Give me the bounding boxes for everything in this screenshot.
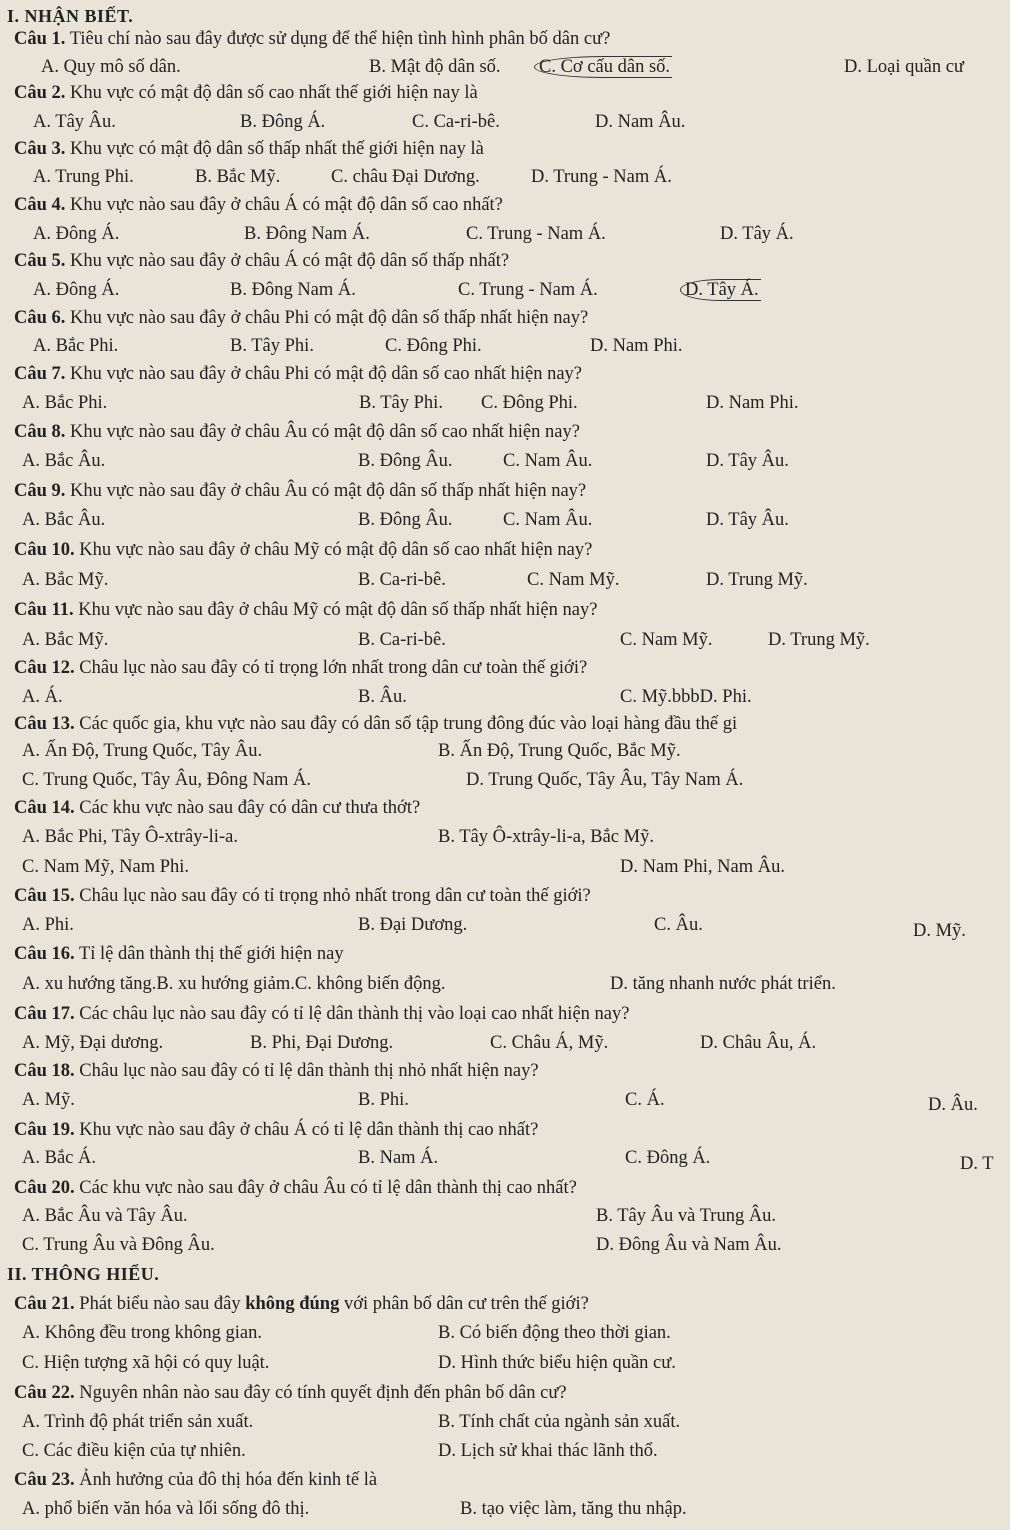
option[interactable]: B. Đông Âu.	[358, 451, 453, 471]
option[interactable]: B. Đại Dương.	[358, 915, 468, 935]
option[interactable]: A. Bắc Á.	[22, 1148, 96, 1168]
option[interactable]: B. Tây Phi.	[230, 336, 314, 356]
option[interactable]: C. Nam Âu.	[503, 451, 593, 471]
option[interactable]: B. Đông Á.	[240, 112, 326, 132]
option[interactable]: A. Không đều trong không gian.	[22, 1323, 262, 1343]
option[interactable]: B. Tây Âu và Trung Âu.	[596, 1206, 777, 1226]
option[interactable]: D. Nam Phi.	[590, 336, 683, 356]
option[interactable]: D. Hình thức biểu hiện quần cư.	[438, 1353, 676, 1373]
option[interactable]: A. Đông Á.	[33, 224, 120, 244]
option-selected[interactable]: C. Cơ cấu dân số.	[540, 55, 672, 79]
option[interactable]: A. Tây Âu.	[33, 112, 116, 132]
option[interactable]: A. Trình độ phát triển sản xuất.	[22, 1412, 254, 1432]
option[interactable]: D. Đông Âu và Nam Âu.	[596, 1235, 782, 1255]
option[interactable]: B. tạo việc làm, tăng thu nhập.	[460, 1499, 687, 1519]
option[interactable]: D. Nam Âu.	[595, 112, 686, 132]
option[interactable]: B. Mật độ dân số.	[369, 57, 501, 77]
option[interactable]: C. Nam Mỹ.	[527, 570, 620, 590]
option[interactable]: B. Đông Nam Á.	[244, 224, 370, 244]
option[interactable]: A. Quy mô số dân.	[41, 57, 181, 77]
option[interactable]: A. Bắc Phi.	[22, 393, 108, 413]
option[interactable]: B. Bắc Mỹ.	[195, 167, 281, 187]
option[interactable]: C. Trung Âu và Đông Âu.	[22, 1235, 215, 1255]
option[interactable]: A. Ấn Độ, Trung Quốc, Tây Âu.	[22, 741, 263, 761]
option[interactable]: D. Mỹ.	[913, 921, 966, 941]
option[interactable]: A. Bắc Phi, Tây Ô-xtrây-li-a.	[22, 827, 238, 847]
option[interactable]: C. Trung - Nam Á.	[466, 224, 606, 244]
option[interactable]: A. Trung Phi.	[33, 167, 134, 187]
option[interactable]: A. Bắc Âu.	[22, 451, 106, 471]
option[interactable]: C. Đông Á.	[625, 1148, 711, 1168]
option[interactable]: C. Các điều kiện của tự nhiên.	[22, 1441, 246, 1461]
option[interactable]: B. Đông Âu.	[358, 510, 453, 530]
option[interactable]: B. Tây Ô-xtrây-li-a, Bắc Mỹ.	[438, 827, 654, 847]
option[interactable]: B. Nam Á.	[358, 1148, 439, 1168]
option[interactable]: C. Ca-ri-bê.	[412, 112, 500, 132]
option[interactable]: B. Có biến động theo thời gian.	[438, 1323, 671, 1343]
option[interactable]: A. Á.	[22, 687, 63, 707]
option[interactable]: A. Bắc Mỹ.	[22, 630, 109, 650]
option[interactable]: D. Loại quần cư	[844, 57, 964, 77]
option[interactable]: C. Á.	[625, 1090, 665, 1110]
option[interactable]: D. Lịch sử khai thác lãnh thổ.	[438, 1441, 658, 1461]
option[interactable]: D. Tây Á.	[720, 224, 794, 244]
option[interactable]: C. Nam Âu.	[503, 510, 593, 530]
option[interactable]: B. Ca-ri-bê.	[358, 570, 446, 590]
option[interactable]: B. Phi, Đại Dương.	[250, 1033, 394, 1053]
option[interactable]: A. Bắc Âu và Tây Âu.	[22, 1206, 188, 1226]
option[interactable]: A. Bắc Âu.	[22, 510, 106, 530]
option[interactable]: B. Phi.	[358, 1090, 409, 1110]
option[interactable]: D. Nam Phi, Nam Âu.	[620, 857, 785, 877]
option[interactable]: C. Nam Mỹ, Nam Phi.	[22, 857, 190, 877]
option[interactable]: B. Tây Phi.	[359, 393, 443, 413]
option[interactable]: C. Trung - Nam Á.	[458, 280, 598, 300]
option[interactable]: C. Đông Phi.	[481, 393, 578, 413]
option[interactable]: C. Hiện tượng xã hội có quy luật.	[22, 1353, 270, 1373]
option[interactable]: B. Ca-ri-bê.	[358, 630, 446, 650]
option[interactable]: A. Mỹ.	[22, 1090, 75, 1110]
option[interactable]: C. Mỹ.bbbD. Phi.	[620, 687, 752, 707]
option[interactable]: A. Đông Á.	[33, 280, 120, 300]
option[interactable]: A. xu hướng tăng.B. xu hướng giảm.C. không biến động.	[22, 974, 446, 994]
option[interactable]: B. Ấn Độ, Trung Quốc, Bắc Mỹ.	[438, 741, 681, 761]
option[interactable]: C. Âu.	[654, 915, 703, 935]
option[interactable]: A. Bắc Phi.	[33, 336, 119, 356]
option[interactable]: C. Châu Á, Mỹ.	[490, 1033, 609, 1053]
option[interactable]: D. tăng nhanh nước phát triển.	[610, 974, 836, 994]
option[interactable]: A. Bắc Mỹ.	[22, 570, 109, 590]
option[interactable]: D. Trung Mỹ.	[768, 630, 870, 650]
option[interactable]: D. Trung - Nam Á.	[531, 167, 672, 187]
option[interactable]: D. Trung Mỹ.	[706, 570, 808, 590]
option[interactable]: C. châu Đại Dương.	[331, 167, 480, 187]
option[interactable]: D. Trung Quốc, Tây Âu, Tây Nam Á.	[466, 770, 744, 790]
option[interactable]: B. Âu.	[358, 687, 407, 707]
option[interactable]: A. Phi.	[22, 915, 74, 935]
option[interactable]: C. Đông Phi.	[385, 336, 482, 356]
option[interactable]: D. Châu Âu, Á.	[700, 1033, 817, 1053]
emphasis-text: không đúng	[245, 1294, 340, 1314]
option[interactable]: B. Tính chất của ngành sản xuất.	[438, 1412, 681, 1432]
option[interactable]: D. Tây Âu.	[706, 451, 789, 471]
option[interactable]: C. Nam Mỹ.	[620, 630, 713, 650]
option[interactable]: D. Tây Âu.	[706, 510, 789, 530]
option[interactable]: D. Nam Phi.	[706, 393, 799, 413]
option[interactable]: B. Đông Nam Á.	[230, 280, 356, 300]
option[interactable]: A. phổ biến văn hóa và lối sống đô thị.	[22, 1499, 310, 1519]
option[interactable]: D. T	[960, 1154, 994, 1174]
option[interactable]: C. Trung Quốc, Tây Âu, Đông Nam Á.	[22, 770, 311, 790]
option[interactable]: D. Âu.	[928, 1095, 978, 1115]
option[interactable]: A. Mỹ, Đại dương.	[22, 1033, 164, 1053]
option-selected[interactable]: D. Tây Á.	[686, 278, 761, 302]
worksheet-page: I. NHẬN BIẾT. Câu 1. Tiêu chí nào sau đây được sử dụng để thể hiện tình hình phân bố dân cư? A. Quy mô số dân. B. Mật độ dân số. C. Cơ cấu dân số. D. Loại quần cư Câu 2. Khu vực có mật độ dân số cao nhất thế giới hiện nay là A. Tây Âu. B. Đông Á. C. Ca-ri-bê. D. Nam Âu. Câu 3. Khu vực có mật độ dân số thấp nhất thế giới hiện nay là A. Trung Phi. B. Bắc Mỹ. C. châu Đại Dương. D. Trung - Nam Á. Câu 4. Khu vực nào sau đây ở châu Á có mật độ dân số cao nhất? A. Đông Á. B. Đông Nam Á. C. Trung - Nam Á. D. Tây Á. Câu 5. Khu vực nào sau đây ở châu Á có mật độ dân số thấp nhất? A. Đông Á. B. Đông Nam Á. C. Trung - Nam Á. D. Tây Á. Câu 6. Khu vực nào sau đây ở châu Phi có mật độ dân số thấp nhất hiện nay? A. Bắc Phi. B. Tây Phi. C. Đông Phi. D. Nam Phi. Câu 7. Khu vực nào sau đây ở châu Phi có mật độ dân số cao nhất hiện nay? A. Bắc Phi. B. Tây Phi. C. Đông Phi. D. Nam Phi. Câu 8. Khu vực nào sau đây ở châu Âu có mật độ dân số cao nhất hiện nay? A. Bắc Âu. B. Đông Âu. C. Nam Âu. D. Tây Âu. Câu 9. Khu vực nào sau đây ở châu Âu có mật độ dân số thấp nhất hiện nay? A. Bắc Âu. B. Đông Âu. C. Nam Âu. D. Tây Âu. Câu 10. Khu vực nào sau đây ở châu Mỹ có mật độ dân số cao nhất hiện nay? A. Bắc Mỹ. B. Ca-ri-bê. C. Nam Mỹ. D. Trung Mỹ. Câu 11. Khu vực nào sau đây ở châu Mỹ có mật độ dân số thấp nhất hiện nay? A. Bắc Mỹ. B. Ca-ri-bê. C. Nam Mỹ. D. Trung Mỹ. Câu 12. Châu lục nào sau đây có tỉ trọng lớn nhất trong dân cư toàn thế giới? A. Á. B. Âu. C. Mỹ.bbbD. Phi. Câu 13. Các quốc gia, khu vực nào sau đây có dân số tập trung đông đúc vào loại hàng đầu thế gi A. Ấn Độ, Trung Quốc, Tây Âu. B. Ấn Độ, Trung Quốc, Bắc Mỹ. C. Trung Quốc, Tây Âu, Đông Nam Á. D. Trung Quốc, Tây Âu, Tây Nam Á. Câu 14. Các khu vực nào sau đây có dân cư thưa thớt? A. Bắc Phi, Tây Ô-xtrây-li-a. B. Tây Ô-xtrây-li-a, Bắc Mỹ. C. Nam Mỹ, Nam Phi. D. Nam Phi, Nam Âu. Câu 15. Châu lục nào sau đây có tỉ trọng nhỏ nhất trong dân cư toàn thế giới? A. Phi. B. Đại Dương. C. Âu. D. Mỹ. Câu 16. Tỉ lệ dân thành thị thế giới hiện nay A. xu hướng tăng.B. xu hướng giảm.C. không biến động. D. tăng nhanh nước phát triển. Câu 17. Các châu lục nào sau đây có tỉ lệ dân thành thị vào loại cao nhất hiện nay? A. Mỹ, Đại dương. B. Phi, Đại Dương. C. Châu Á, Mỹ. D. Châu Âu, Á. Câu 18. Châu lục nào sau đây có tỉ lệ dân thành thị nhỏ nhất hiện nay? A. Mỹ. B. Phi. C. Á. D. Âu. Câu 19. Khu vực nào sau đây ở châu Á có tỉ lệ dân thành thị cao nhất? A. Bắc Á. B. Nam Á. C. Đông Á. D. T Câu 20. Các khu vực nào sau đây ở châu Âu có tỉ lệ dân thành thị cao nhất? A. Bắc Âu và Tây Âu. B. Tây Âu và Trung Âu. C. Trung Âu và Đông Âu. D. Đông Âu và Nam Âu. II. THÔNG HIỂU. Câu 21. Phát biểu nào sau đây không đúng với phân bố dân cư trên thế giới? A. Không đều trong không gian. B. Có biến động theo thời gian. C. Hiện tượng xã hội có quy luật. D. Hình thức biểu hiện quần cư. Câu 22. Nguyên nhân nào sau đây có tính quyết định đến phân bố dân cư? A. Trình độ phát triển sản xuất. B. Tính chất của ngành sản xuất. C. Các điều kiện của tự nhiên. D. Lịch sử khai thác lãnh thổ. Câu 23. Ảnh hưởng của đô thị hóa đến kinh tế là A. phổ biến văn hóa và lối sống đô thị. B. tạo việc làm, tăng thu nhập.	[7, 6, 994, 1519]
